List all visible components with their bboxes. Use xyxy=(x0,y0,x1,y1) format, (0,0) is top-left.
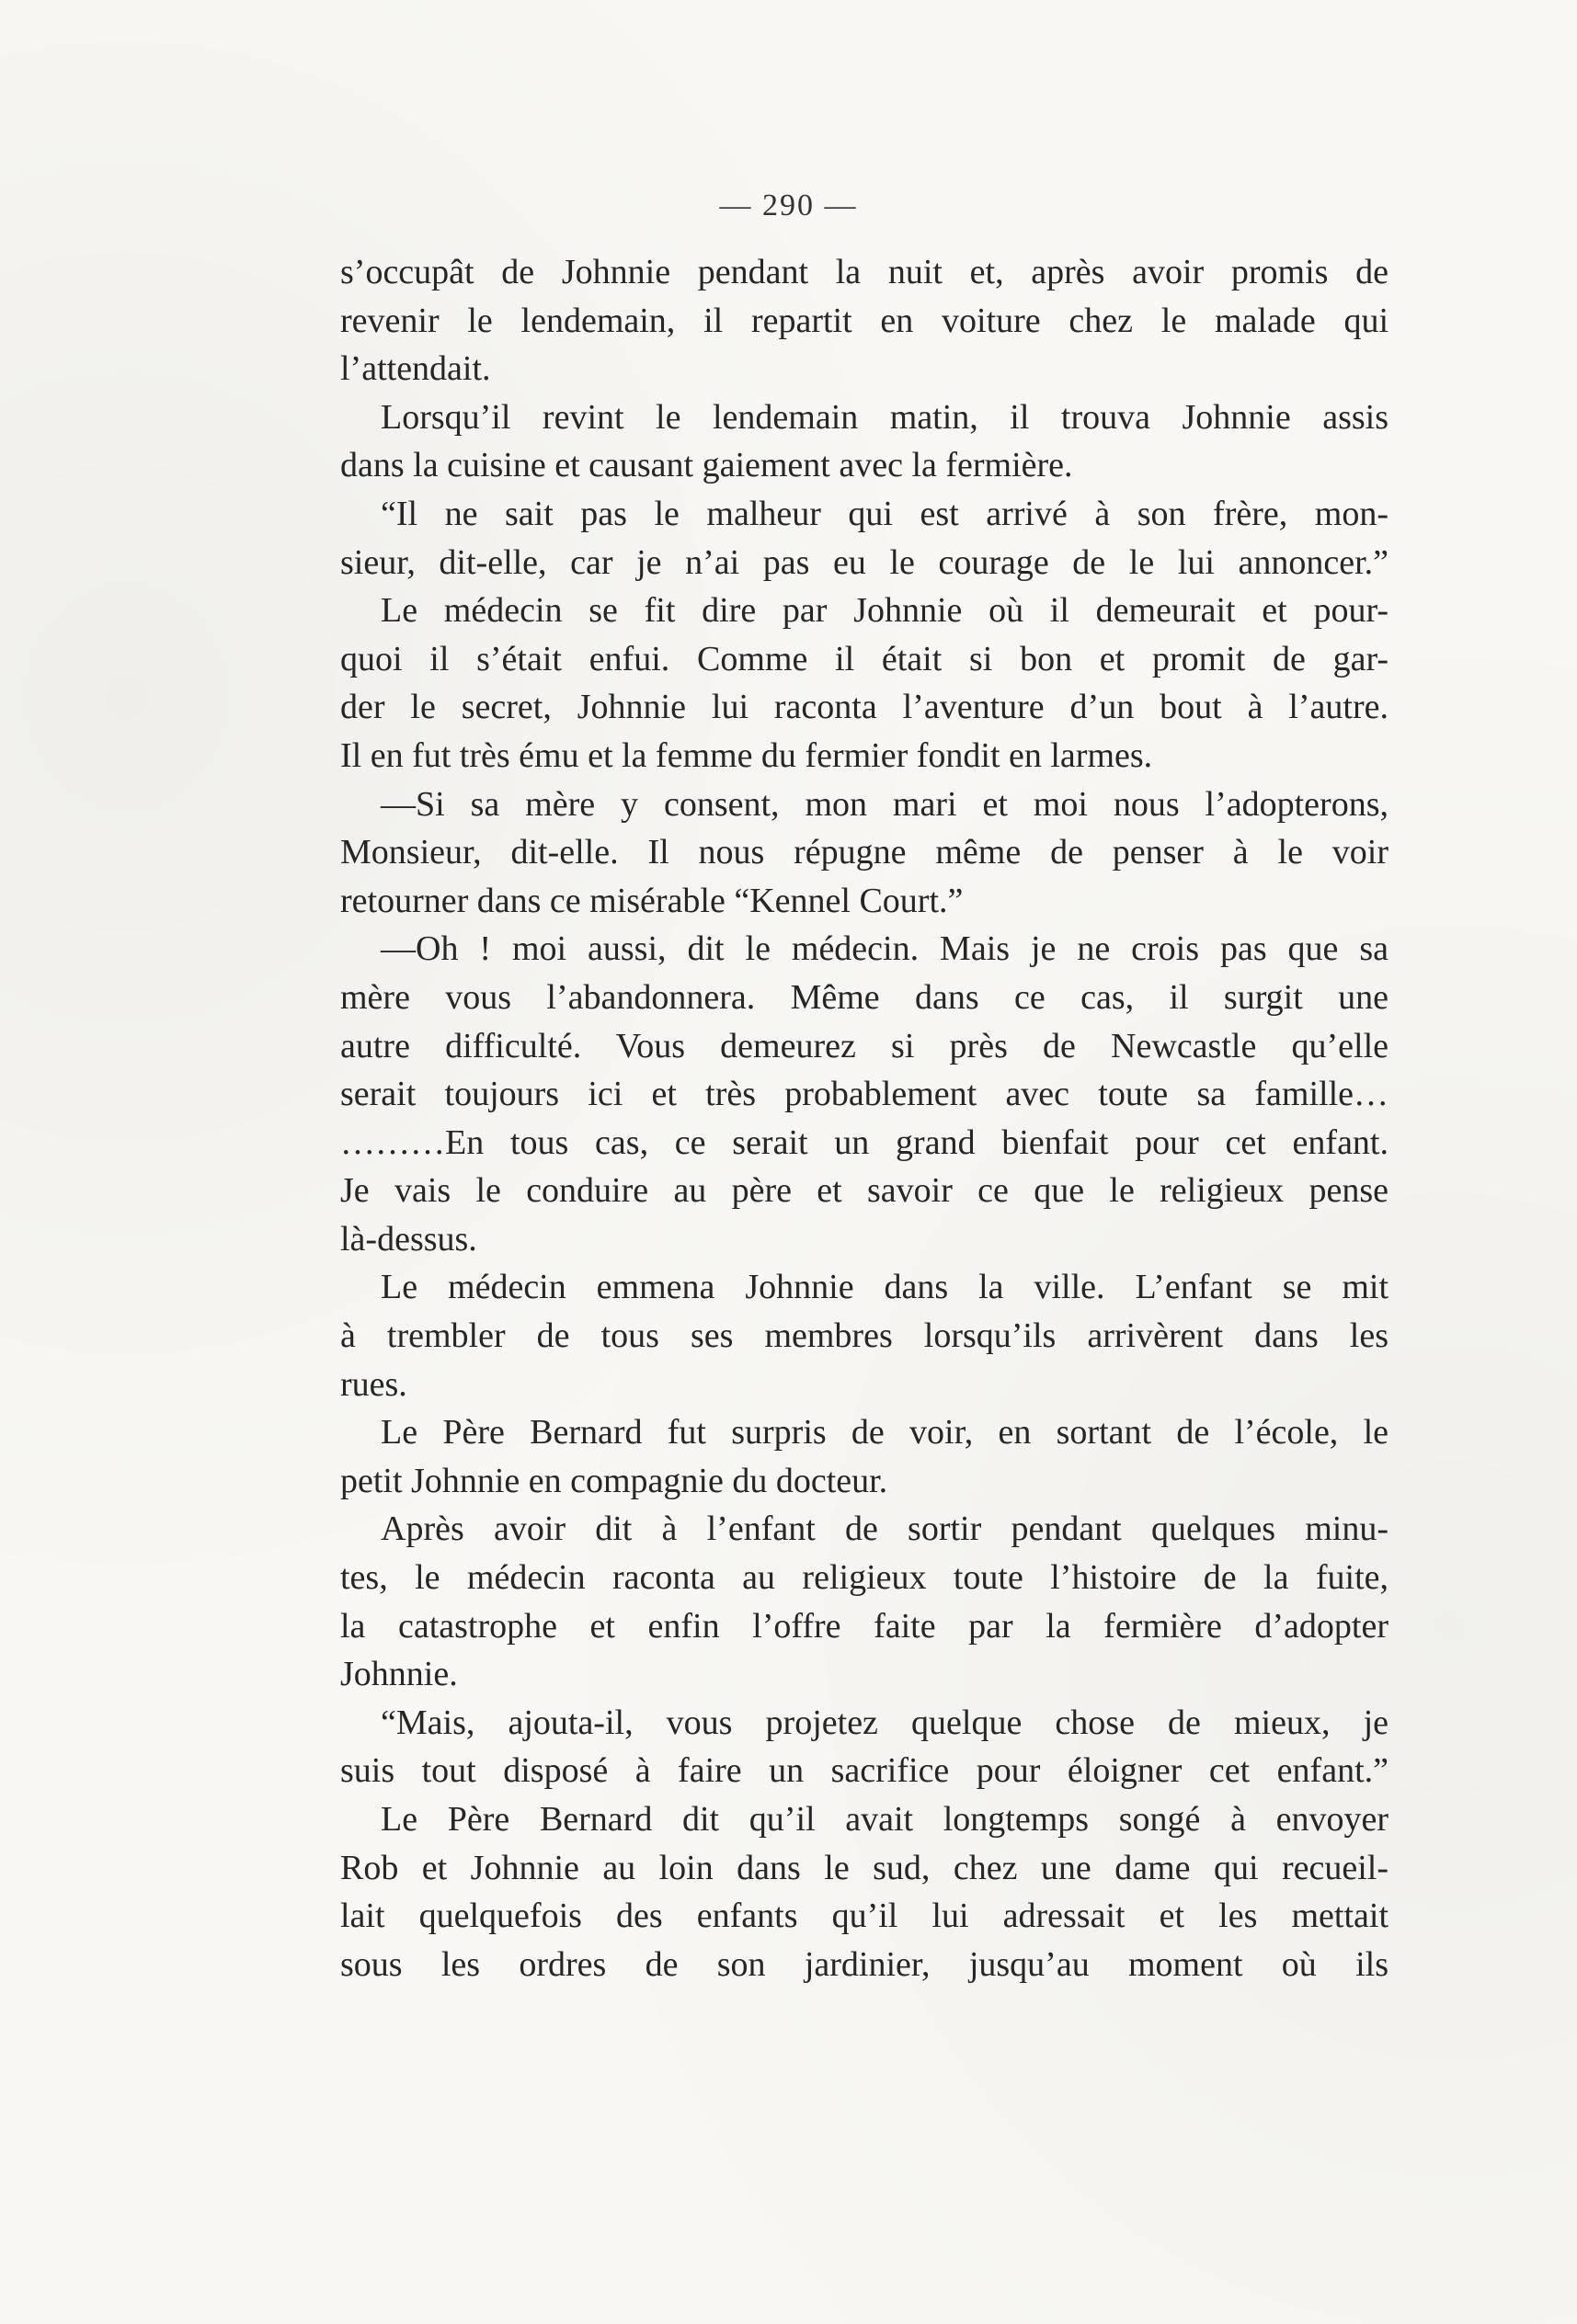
text-line: autre difficulté. Vous demeurez si près de Newcastle qu’elle xyxy=(340,1026,1388,1065)
text-line: l’attendait. xyxy=(340,349,491,389)
text-line: revenir le lendemain, il repartit en voiture chez le malade qui xyxy=(340,301,1388,340)
text-line: la catastrophe et enfin l’offre faite par la fermière d’adopter xyxy=(340,1606,1388,1646)
text-line: Le Père Bernard fut surpris de voir, en sortant de l’école, le xyxy=(381,1413,1388,1452)
text-line: Je vais le conduire au père et savoir ce que le religieux pense xyxy=(340,1171,1388,1211)
text-line: Le médecin emmena Johnnie dans la ville. L’enfant se mit xyxy=(381,1268,1388,1307)
text-line: rues. xyxy=(340,1364,407,1404)
text-line: Lorsqu’il revint le lendemain matin, il trouva Johnnie assis xyxy=(381,397,1388,437)
text-line: Le médecin se fit dire par Johnnie où il demeurait et pour- xyxy=(381,591,1388,631)
page-number: — 290 — xyxy=(719,188,858,222)
text-line: s’occupât de Johnnie pendant la nuit et, après avoir promis de xyxy=(340,253,1388,291)
text-line: “Mais, ajouta-il, vous projetez quelque chose de mieux, je xyxy=(381,1703,1388,1742)
text-line: là-dessus. xyxy=(340,1219,477,1259)
text-line: à trembler de tous ses membres lorsqu’ils arrivèrent dans les xyxy=(340,1316,1388,1356)
text-line: Monsieur, dit-elle. Il nous répugne même de penser à le voir xyxy=(340,833,1388,872)
text-line: —Si sa mère y consent, mon mari et moi nous l’adopterons, xyxy=(381,784,1388,824)
text-line: “Il ne sait pas le malheur qui est arrivé à son frère, mon- xyxy=(381,494,1388,533)
text-line: tes, le médecin raconta au religieux toute l’histoire de la fuite, xyxy=(340,1558,1388,1598)
text-line: Rob et Johnnie au loin dans le sud, chez une dame qui recueil- xyxy=(340,1848,1388,1887)
text-line: der le secret, Johnnie lui raconta l’aventure d’un bout à l’autre. xyxy=(340,688,1388,727)
text-line: Après avoir dit à l’enfant de sortir pendant quelques minu- xyxy=(381,1509,1388,1549)
body-text xyxy=(340,248,1388,1988)
text-line: ………En tous cas, ce serait un grand bienfait pour cet enfant. xyxy=(340,1122,1388,1162)
text-line: dans la cuisine et causant gaiement avec la fermière. xyxy=(340,446,1073,485)
text-line: —Oh ! moi aussi, dit le médecin. Mais je ne crois pas que sa xyxy=(381,929,1388,969)
text-line: sous les ordres de son jardinier, jusqu’au moment où ils xyxy=(340,1944,1388,1984)
text-line: sieur, dit-elle, car je n’ai pas eu le courage de le lui annoncer.” xyxy=(340,542,1388,582)
text-line: petit Johnnie en compagnie du docteur. xyxy=(340,1461,888,1500)
text-line: serait toujours ici et très probablement avec toute sa famille… xyxy=(340,1075,1388,1114)
text-line: Il en fut très ému et la femme du fermier fondit en larmes. xyxy=(340,735,1153,775)
text-line: suis tout disposé à faire un sacrifice pour éloigner cet enfant.” xyxy=(340,1751,1388,1791)
text-line: quoi il s’était enfui. Comme il était si bon et promit de gar- xyxy=(340,639,1388,678)
text-line: Johnnie. xyxy=(340,1655,458,1694)
text-line: Le Père Bernard dit qu’il avait longtemps songé à envoyer xyxy=(381,1800,1388,1839)
text-line: retourner dans ce misérable “Kennel Court.” xyxy=(340,881,964,920)
text-line: mère vous l’abandonnera. Même dans ce cas, il surgit une xyxy=(340,977,1388,1017)
text-line: lait quelquefois des enfants qu’il lui adressait et les mettait xyxy=(340,1897,1388,1936)
